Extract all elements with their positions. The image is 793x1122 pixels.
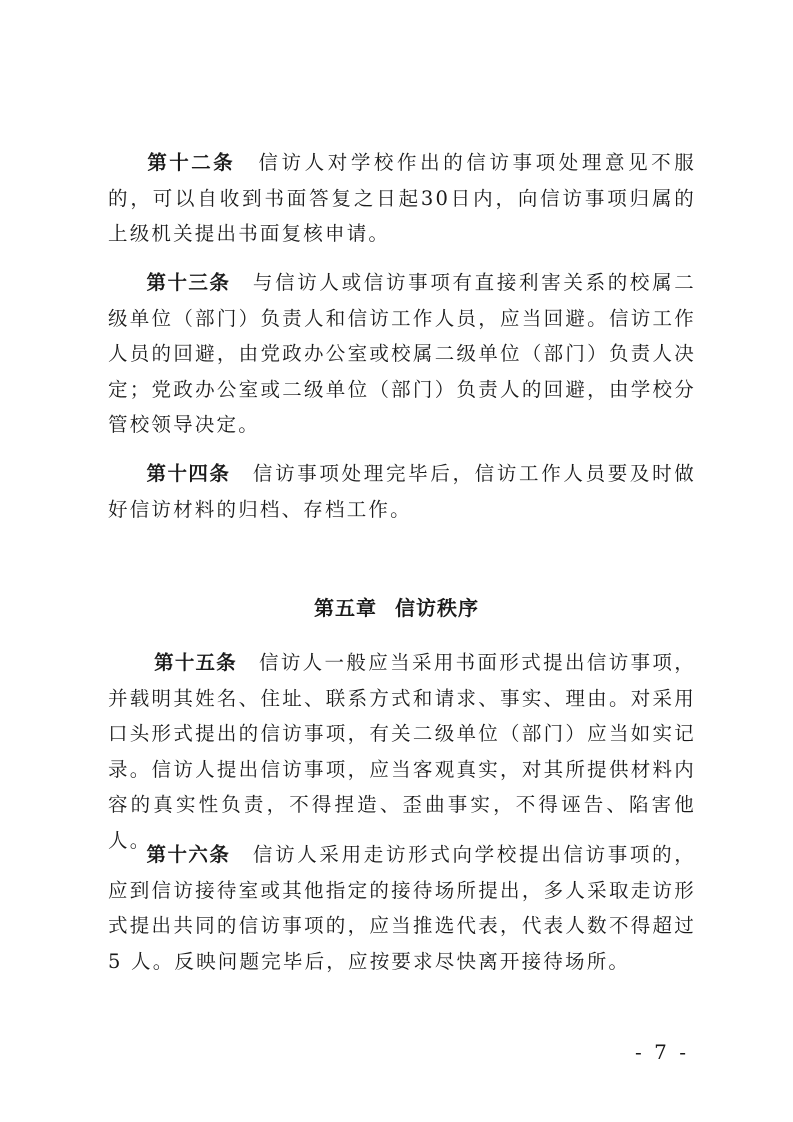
article-16 (108, 837, 696, 979)
chapter-title: 信访秩序 (395, 596, 479, 620)
article-label: 第十二条 (146, 151, 236, 174)
article-text: 信访人对学校作出的信访事项处理意见不服的，可以自收到书面答复之日起30日内，向信访事项归属的上级机关提出书面复核申请。 (108, 151, 696, 245)
article-label: 第十五条 (154, 651, 237, 674)
article-14 (108, 456, 696, 527)
article-text: 信访人一般应当采用书面形式提出信访事项，并载明其姓名、住址、联系方式和请求、事实、理由。对采用口头形式提出的信访事项，有关二级单位（部门）应当如实记录。信访人提出信访事项，应当客观真实，对其所提供材料内容的真实性负责，不得捏造、歪曲事实，不得诬告、陷害他人。 (108, 651, 696, 852)
chapter-number: 第五章 (314, 596, 377, 620)
article-text: 信访人采用走访形式向学校提出信访事项的，应到信访接待室或其他指定的接待场所提出，多人采取走访形式提出共同的信访事项的，应当推选代表，代表人数不得超过 5 人。反映问题完毕后，应按要求尽快离开接待场所。 (108, 843, 696, 973)
article-text: 信访事项处理完毕后，信访工作人员要及时做好信访材料的归档、存档工作。 (108, 462, 696, 521)
article-text: 与信访人或信访事项有直接利害关系的校属二级单位（部门）负责人和信访工作人员，应当回避。信访工作人员的回避，由党政办公室或校属二级单位（部门）负责人决定；党政办公室或二级单位（部门）负责人的回避，由学校分管校领导决定。 (108, 271, 696, 436)
chapter-heading (0, 592, 793, 621)
page-number: - 7 - (635, 1040, 689, 1064)
article-13 (108, 265, 696, 443)
article-12 (108, 145, 696, 252)
article-label: 第十六条 (146, 843, 231, 866)
article-label: 第十三条 (146, 271, 231, 294)
article-label: 第十四条 (146, 462, 231, 485)
article-15 (108, 645, 696, 858)
